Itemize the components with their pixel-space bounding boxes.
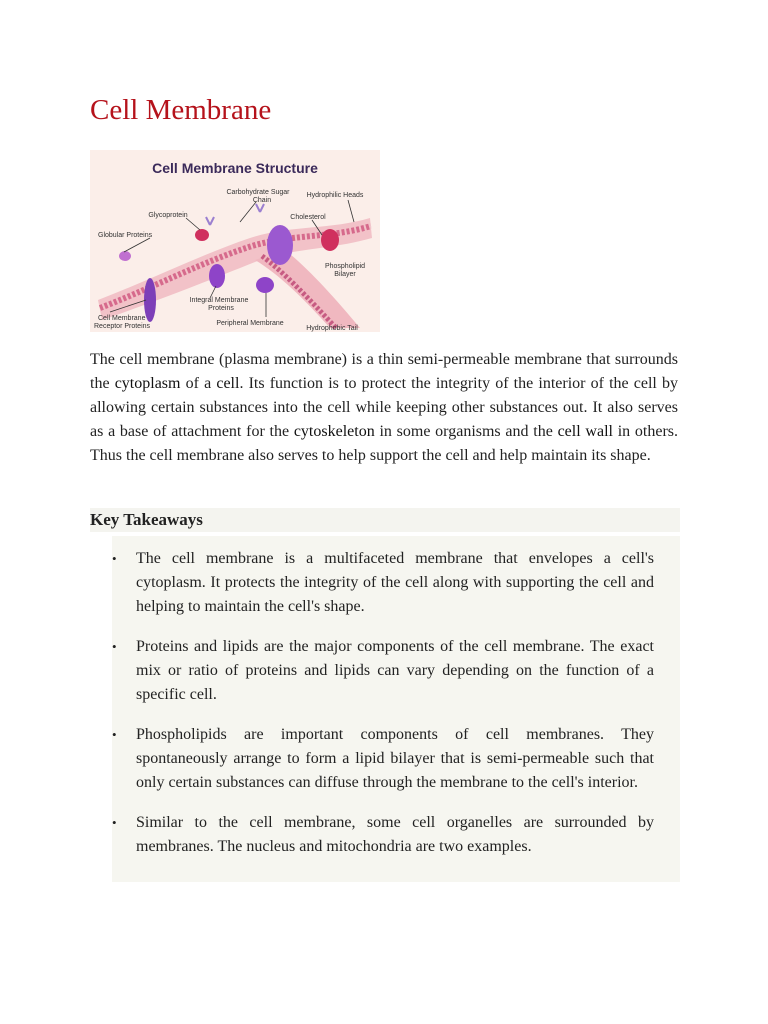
- diagram-svg: [90, 150, 380, 332]
- link-cell[interactable]: cell: [216, 375, 240, 392]
- list-item: [112, 723, 654, 795]
- page-title: Cell Membrane: [90, 94, 272, 126]
- intro-text-1: The cell membrane (plasma membrane) is a thin semi-permeable membrane that surrounds the: [90, 351, 678, 392]
- label-peripheral: Peripheral Membrane: [216, 320, 284, 327]
- label-receptor-2: Receptor Proteins: [94, 323, 151, 330]
- label-glycoprotein: Glycoprotein: [148, 212, 188, 219]
- label-carbohydrate-1: Carbohydrate Sugar: [226, 189, 290, 196]
- cell-membrane-diagram: [90, 150, 380, 332]
- intro-text-5: in others. Thus the cell membrane also serves to help support the cell and help maintain its shape.: [90, 423, 678, 464]
- key-takeaways-heading: Key Takeaways: [90, 508, 680, 532]
- link-cytoskeleton[interactable]: cytoskeleton: [293, 423, 375, 440]
- list-item: [112, 811, 654, 859]
- globular-protein: [119, 251, 131, 261]
- list-item-text: Proteins and lipids are the major components of the cell membrane. The exact mix or ratio of proteins and lipids can vary depending on the function of a specific cell.: [136, 638, 654, 703]
- intro-text-3: . Its function is to protect the integrity of the interior of the cell by allowing certain substances into the cell while keeping other substances out. It also serves as a base of attachment for the: [90, 375, 679, 440]
- list-item: [112, 635, 654, 707]
- label-phospholipid-1: Phospholipid: [324, 263, 366, 270]
- key-takeaways-box: [112, 536, 680, 882]
- label-integral-1: Integral Membrane: [189, 297, 249, 304]
- link-cytoplasm[interactable]: cytoplasm: [114, 375, 181, 392]
- list-item-text: Similar to the cell membrane, some cell organelles are surrounded by membranes. The nucleus and mitochondria are two examples.: [136, 814, 654, 855]
- intro-text-2: of a: [180, 375, 217, 392]
- large-integral-protein: [267, 225, 293, 265]
- list-item-text: Phospholipids are important components of cell membranes. They spontaneously arrange to form a lipid bilayer that is semi-permeable such that only certain substances can diffuse through the membrane to the cell's interior.: [136, 726, 654, 791]
- label-hydrophobic: Hydrophobic Tail: [306, 325, 358, 332]
- bullet: •: [112, 727, 117, 742]
- carbohydrate-chains: [206, 204, 264, 225]
- label-receptor-1: Cell Membrane: [98, 315, 146, 322]
- label-phospholipid-2: Bilayer: [334, 271, 356, 278]
- label-integral-2: Proteins: [208, 305, 234, 312]
- intro-paragraph: [90, 348, 678, 468]
- intro-text-4: in some organisms and the: [374, 423, 558, 440]
- peripheral-protein: [256, 277, 274, 293]
- glycoprotein-body: [195, 229, 209, 241]
- diagram-title: Cell Membrane Structure: [152, 160, 318, 176]
- bullet: •: [112, 639, 117, 654]
- list-item: [112, 547, 654, 619]
- integral-protein: [209, 264, 225, 288]
- label-hydrophilic: Hydrophilic Heads: [306, 192, 364, 199]
- label-carbohydrate-2: Chain: [252, 197, 272, 204]
- label-globular: Globular Proteins: [98, 232, 153, 239]
- cholesterol-molecule: [321, 229, 339, 251]
- list-item-text: The cell membrane is a multifaceted membrane that envelopes a cell's cytoplasm. It protects the integrity of the cell along with supporting the cell and helping to maintain the cell's shape.: [136, 550, 654, 615]
- link-cell-wall[interactable]: cell wall: [557, 423, 613, 440]
- key-takeaways-list: [112, 547, 654, 875]
- bullet: •: [112, 815, 117, 830]
- bullet: •: [112, 551, 117, 566]
- label-cholesterol: Cholesterol: [290, 214, 326, 221]
